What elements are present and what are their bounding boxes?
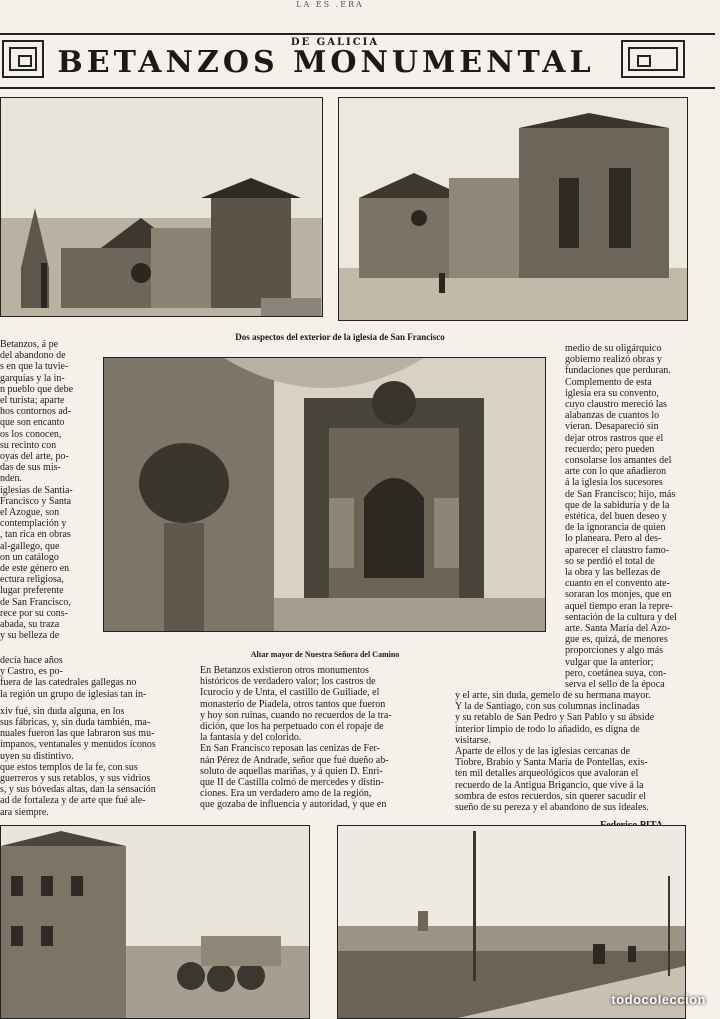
line: fuera de las catedrales gallegas no	[0, 677, 137, 689]
line: aparecer el claustro famo-	[565, 544, 670, 556]
line: el Azogue, son	[0, 507, 60, 519]
line: recuerdo de la Antigua Brigancio, que vive á la	[455, 779, 644, 791]
line: iglesia era su convento,	[565, 387, 659, 399]
line: aquel tiempo eran la repre-	[565, 600, 673, 612]
line: En Betanzos existieron otros monumentos	[200, 665, 369, 676]
line: que estos templos de la fe, con sus	[0, 761, 138, 773]
line: Icurocio y de Unta, el castillo de Guiliade, el	[200, 687, 380, 699]
line: fundaciones que perduran.	[565, 365, 671, 377]
photo-town-view	[337, 825, 686, 1019]
line: ectura religiosa,	[0, 574, 64, 586]
left-ornament-icon	[2, 40, 44, 78]
line: das de sus mis-	[0, 462, 61, 474]
line: n pueblo que debe	[0, 383, 74, 395]
line: á la iglesia los sucesores	[565, 477, 663, 489]
right-ornament-icon	[621, 40, 685, 78]
left-column-lower	[0, 655, 192, 818]
line: vulgar que la anterior;	[565, 656, 654, 668]
line: contemplación y	[0, 518, 67, 530]
line: medio de su oligárquico	[565, 343, 662, 354]
line: Tiobre, Brabío y Santa María de Pontellas, exis-	[455, 757, 648, 769]
line: oyas del arte, po-	[0, 451, 69, 463]
line: soraran los monjes, que en	[565, 589, 672, 601]
line: arte. Santa María del Azo-	[565, 623, 671, 635]
watermark-text: todocoleccion	[611, 992, 706, 1007]
line: os los conocen,	[0, 428, 62, 440]
line: y su retablo de San Pedro y San Pablo y su ábside	[455, 712, 655, 724]
line: y el arte, sin duda, gemelo de su hermana mayor.	[455, 690, 651, 701]
line: lugar preferente	[0, 585, 64, 597]
line: guerreros y sus retablos, y sus vidrios	[0, 773, 151, 785]
line: sentación de la cultura y del	[565, 611, 677, 623]
line: que II de Castilla colmó de mercedes y distin-	[200, 777, 384, 789]
line: consolarse los amantes del	[565, 455, 672, 467]
line: ad de fortaleza y de arte que fué ale-	[0, 795, 146, 807]
line: históricos de verdadero valor; los castros de	[200, 676, 376, 688]
line: gue es, quizá, de menores	[565, 634, 668, 646]
photo-street-building	[0, 825, 310, 1019]
line: Complemento de esta	[565, 376, 652, 388]
photo-church-exterior-2	[338, 97, 688, 321]
line: Y la de Santiago, con sus columnas inclinadas	[455, 701, 640, 713]
line: abada, su traza	[0, 619, 60, 631]
line: nuales fueron las que labraron sus mu-	[0, 728, 155, 740]
right-column	[565, 343, 689, 690]
line: la fantasía y del colorido.	[200, 732, 302, 744]
line: arte con lo que añadieron	[565, 466, 667, 478]
right-lower-text	[455, 690, 689, 813]
line: el turista; aparte	[0, 395, 65, 407]
line: xiv fué, sin duda alguna, en los	[0, 705, 125, 717]
line: cuyo claustro mereció las	[565, 399, 667, 411]
line: nán Pérez de Andrade, señor que fué dueño ab-	[200, 754, 389, 766]
photo-altar	[103, 357, 546, 632]
line: que de la sabiduría y de la	[565, 499, 670, 511]
line: soluto de aquellas mariñas, y á quien D. Enri-	[200, 765, 383, 777]
line: , tan rica en obras	[0, 529, 71, 541]
line: En San Francisco reposan las cenizas de Fer-	[200, 743, 381, 755]
line: recuerdo; pero pueden	[565, 443, 655, 455]
line: de San Francisco; hijo, más	[565, 488, 676, 500]
line: su recinto con	[0, 439, 57, 451]
line: visitarse.	[455, 734, 491, 746]
line: monasterio de Piadela, otros tantos que fueron	[200, 698, 386, 710]
line: garquías y la in-	[0, 372, 65, 384]
line: interior limpio de todo lo añadido, es digna de	[455, 723, 640, 735]
line: so se perdió el total de	[565, 555, 655, 567]
line: que gozaba de influencia y autoridad, y que en	[200, 799, 387, 811]
line: vieran. Desapareció sin	[565, 421, 659, 433]
line: cuanto en el convento ate-	[565, 578, 670, 590]
line: sombra de estos recuerdos, sin querer sacudir el	[455, 790, 647, 802]
line: on un catálogo	[0, 551, 59, 563]
line: y su belleza de	[0, 630, 60, 642]
line: de San Francisco,	[0, 596, 71, 608]
line: ten mil detalles arqueológicos que avaloran el	[455, 768, 639, 780]
line: dición, que los ha perpetuado con el ropaje de	[200, 721, 384, 733]
line: la obra y las bellezas de	[565, 567, 661, 579]
line: hos contornos ad-	[0, 406, 72, 418]
line: lo planeara. Pero al des-	[565, 533, 662, 545]
line: del abandono de	[0, 350, 66, 362]
line: de este género en	[0, 563, 70, 575]
line: serva el sello de la época	[565, 679, 665, 691]
caption-altar: Altar mayor de Nuestra Señora del Camino	[250, 650, 400, 659]
line: gobierno realizó obras y	[565, 354, 662, 366]
left-column	[0, 339, 95, 641]
line: al-gallego, que	[0, 540, 60, 552]
line: sueño de su pereza y el abandono de sus ideales.	[455, 802, 649, 814]
middle-text	[200, 665, 444, 811]
line: rece por su cons-	[0, 607, 69, 619]
photo-church-exterior-1	[0, 97, 323, 317]
line: Francisco y Santa	[0, 495, 72, 507]
running-head: LA ES .ERA	[296, 0, 364, 9]
line: dejar otros rastros que el	[565, 432, 664, 444]
line: decía hace años	[0, 655, 63, 666]
line: alabanzas de cuantos lo	[565, 410, 660, 422]
line: s, y sus bóvedas altas, dan la sensación	[0, 784, 156, 796]
line: Betanzos, á pe	[0, 339, 59, 350]
line: uyen su distintivo.	[0, 750, 74, 762]
page-title: BETANZOS MONUMENTAL	[57, 45, 595, 80]
line: sus fábricas, y, sin duda también, ma-	[0, 717, 151, 729]
line: nden.	[0, 473, 22, 485]
line: Aparte de ellos y de las iglesias cercanas de	[455, 746, 630, 758]
line: s en que la tuvie-	[0, 361, 69, 373]
line: y hoy son ruinas, cuando no recuerdos de la tra-	[200, 709, 392, 721]
line: proporciones y algo más	[565, 645, 664, 657]
line: estética, del buen deseo y	[565, 511, 667, 523]
caption-top-photos: Dos aspectos del exterior de la iglesia de San Francisco	[235, 332, 445, 342]
line: la región un grupo de iglesias tan in-	[0, 688, 147, 700]
line: iglesias de Santia-	[0, 484, 73, 496]
line: y Castro, es po-	[0, 666, 63, 678]
line: ara siempre.	[0, 806, 49, 818]
line: que son encanto	[0, 417, 65, 429]
line: de la ignorancia de quien	[565, 522, 666, 534]
subtitle: DE GALICIA	[290, 37, 380, 48]
line: ciones. Era un verdadero amo de la región,	[200, 788, 372, 800]
line: ímpanos, ventanales y menudos íconos	[0, 739, 156, 751]
line: pero, coetánea suya, con-	[565, 667, 667, 679]
